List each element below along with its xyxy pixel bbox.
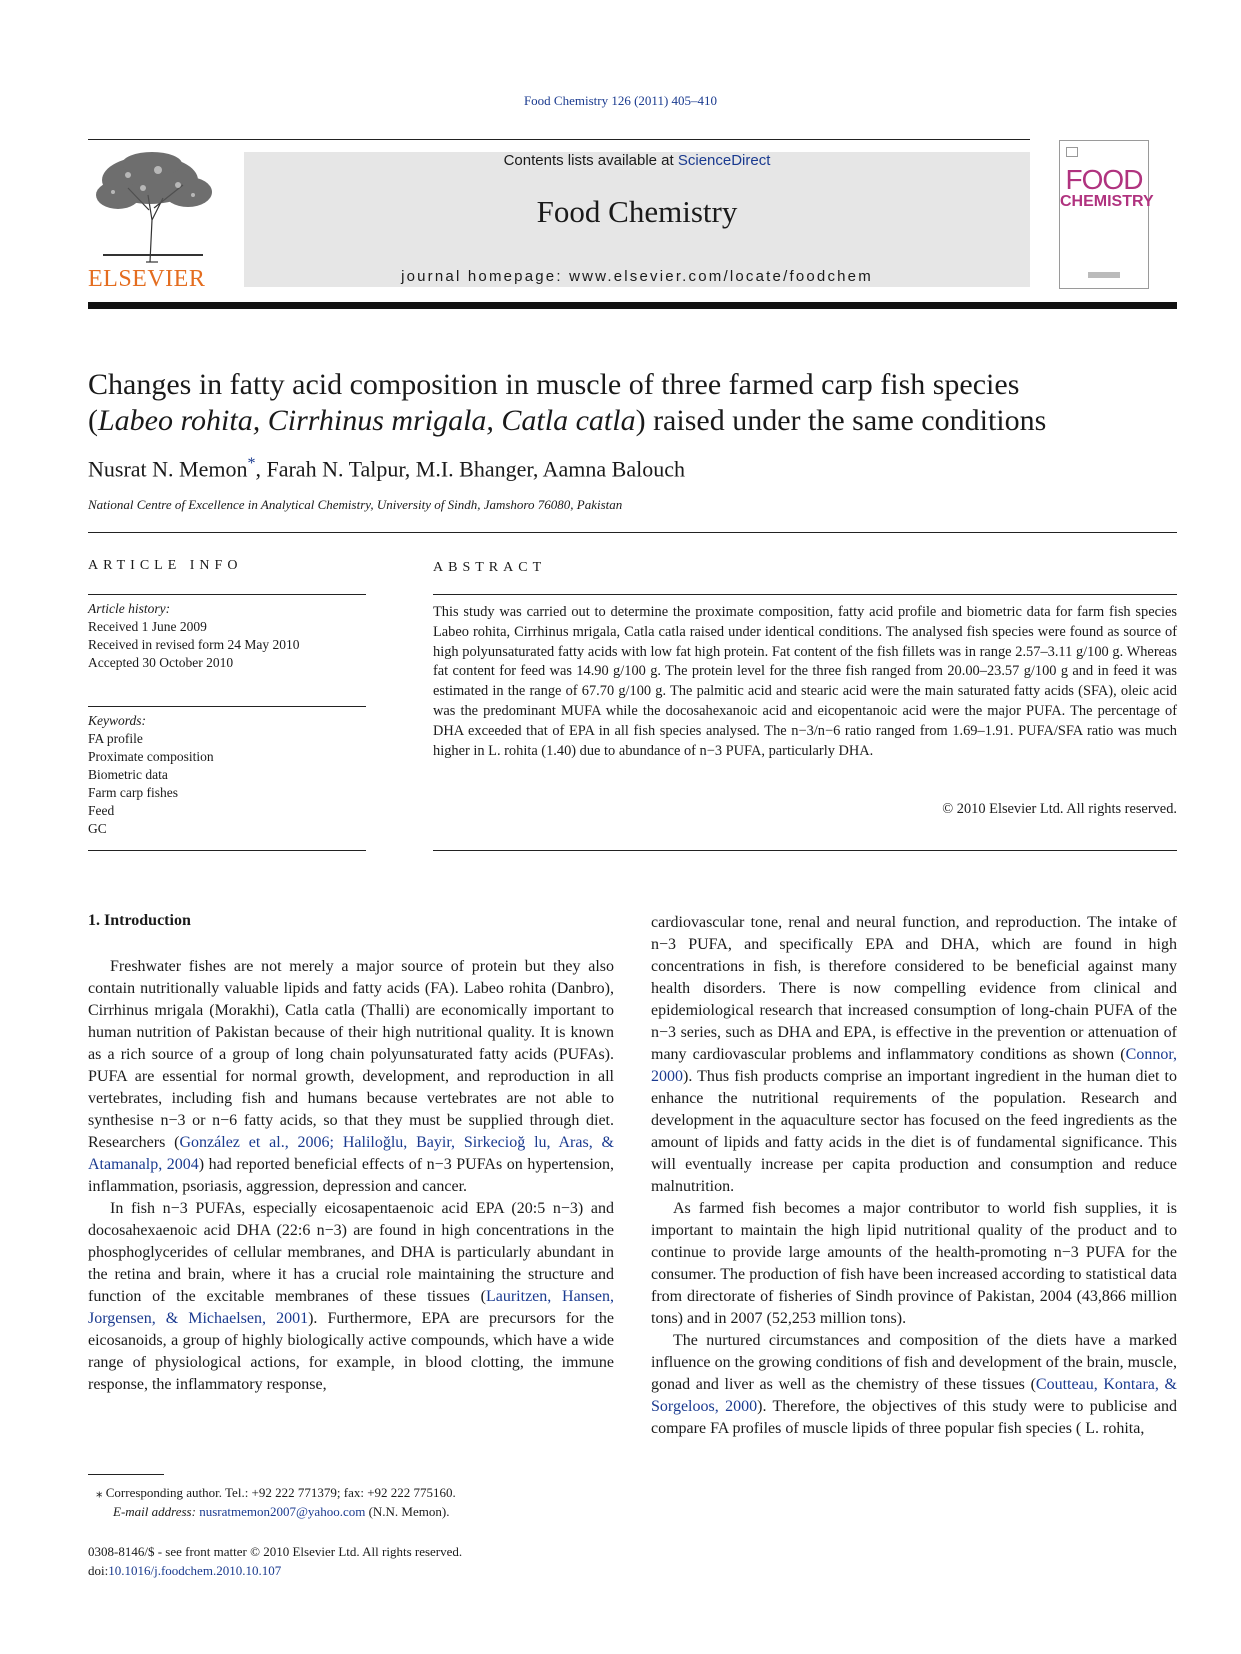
cover-footer-mark [1088, 272, 1120, 278]
title-line2-rest: ) raised under the same conditions [635, 404, 1047, 437]
keyword: GC [88, 821, 107, 836]
journal-homepage[interactable]: journal homepage: www.elsevier.com/locate/foodchem [401, 268, 873, 285]
journal-banner [244, 152, 1030, 287]
paragraph-text: ). Thus fish products comprise an important ingredient in the human diet to enhance the nutritional requirements of the population. Research and development in the aquaculture sector has focused on the feed ingredients as the amount of lipids and fatty acids in the diet is of fundamental significance. This will eventually increase per capita production and consumption and reduce malnutrition. [651, 1068, 1177, 1195]
abstract-rule [433, 594, 1177, 595]
cover-title-line1: FOOD [1065, 164, 1143, 195]
abstract-copyright: © 2010 Elsevier Ltd. All rights reserved. [942, 801, 1177, 817]
history-revised: Received in revised form 24 May 2010 [88, 637, 300, 652]
keywords-rule [88, 706, 366, 707]
paragraph-text: ). Therefore, the objectives of this study were to publicise and compare FA profiles of muscle lipids of three popular fish species ( L. rohita, [651, 1398, 1178, 1437]
abstract-text: This study was carried out to determine the proximate composition, fatty acid profile and biometric data for farm fish species Labeo rohita, Cirrhinus mrigala, Catla catla raised under identical conditions. The analysed fish species were found as source of high polyunsaturated fatty acids with low fat high protein. Fat content of the fish fillets was in range 2.57–3.11 g/100 g. Whereas fat content for feed was 14.90 g/100 g. The protein level for the three fish ranged from 20.00–23.57 g/100 g and in feed it was estimated in the range of 67.70 g/100 g. The palmitic acid and stearic acid were the main saturated fatty acids (SFA), oleic acid was the predominant MUFA while the docosahexanoic acid and eicopentanoic acid were the major PUFA. The percentage of DHA exceeded that of EPA in all fish species analysed. The n−3/n−6 ratio ranged from 1.69–1.91. PUFA/SFA ratio was much higher in L. rohita (1.40) due to abundance of n−3 PUFA, particularly DHA. [433, 604, 1177, 759]
sciencedirect-link[interactable]: ScienceDirect [677, 152, 771, 169]
header-thick-rule [88, 302, 1177, 309]
keywords-label: Keywords: [88, 713, 146, 728]
paragraph-text: In fish n−3 PUFAs, especially eicosapentaenoic acid EPA (20:5 n−3) and docosahexaenoic acid DHA (22:6 n−3) are found in high concentrations in the phosphoglycerides of cellular membranes, and DHA is particularly abundant in the retina and brain, where it has a crucial role maintaining the structure and function of the excitable membranes of these tissues ( [88, 1200, 614, 1305]
footnote-rule [88, 1474, 164, 1475]
corresponding-mark[interactable]: * [247, 455, 256, 472]
issn-line: 0308-8146/$ - see front matter © 2010 Elsevier Ltd. All rights reserved. [88, 1544, 463, 1559]
paragraph-text: ) had reported beneficial effects of n−3 PUFAs on hypertension, inflammation, psoriasis, aggression, depression and cancer. [88, 1156, 614, 1195]
paragraph [88, 956, 614, 1198]
header-rule [88, 139, 1030, 140]
paragraph-text: cardiovascular tone, renal and neural function, and reproduction. The intake of n−3 PUFA, and specifically EPA and DHA, which are found in high concentrations in fish, is therefore considered to be beneficial against many health disorders. There is now compelling evidence from clinical and epidemiological research that increased consumption of long-chain PUFA of the n−3 series, such as DHA and EPA, is effective in the prevention or attenuation of many cardiovascular problems and inflammatory conditions as shown ( [651, 914, 1177, 1063]
section-heading: 1. Introduction [88, 912, 191, 929]
footnote-corresponding [96, 1483, 456, 1521]
email-suffix: (N.N. Memon). [365, 1504, 450, 1519]
email-link[interactable]: nusratmemon2007@yahoo.com [199, 1504, 366, 1519]
authors [88, 455, 685, 482]
paragraph-text: Freshwater fishes are not merely a major source of protein but they also contain nutritionally valuable lipids and fatty acids (FA). Labeo rohita (Danbro), Cirrhinus mrigala (Morakhi), Catla catla (Thalli) are economically important to human nutrition of Pakistan because of their high nutritional quality. It is known as a rich source of a group of long chain polyunsaturated fatty acids (PUFAs). PUFA are essential for normal growth, development, and reproduction in all vertebrates, including fish and humans because vertebrates are not able to synthesise n−3 or n−6 fatty acids, so that they must be supplied through diet. Researchers ( [88, 958, 614, 1151]
info-rule [88, 594, 366, 595]
keyword: FA profile [88, 731, 143, 746]
citation-link[interactable]: González et al., 2006; Haliloğlu, Bayir, Sirkecioğ lu, Aras, & Atamanalp, 2004 [88, 1134, 615, 1173]
other-authors: , Farah N. Talpur, M.I. Bhanger, Aamna Balouch [255, 456, 685, 482]
title-line1: Changes in fatty acid composition in muscle of three farmed carp fish species [88, 368, 1020, 401]
history-accepted: Accepted 30 October 2010 [88, 655, 234, 670]
abstract-bottom-rule [433, 850, 1177, 851]
citation-link[interactable]: Connor, 2000 [651, 1046, 1177, 1085]
paragraph [651, 1330, 1177, 1440]
keyword: Biometric data [88, 767, 168, 782]
paragraph: As farmed fish becomes a major contributor to world fish supplies, it is important to maintain the high lipid nutritional quality of the product and to continue to provide large amounts of the health-promoting n−3 PUFA for the consumer. The production of fish have been increased according to statistical data from directorate of fisheries of Sindh province of Pakistan, 2004 (43,866 million tons) and in 2007 (52,253 million tons). [651, 1200, 1177, 1327]
doi-label: doi: [88, 1563, 109, 1578]
email-line [96, 1502, 456, 1521]
email-label: E-mail address: [113, 1504, 200, 1519]
title-paren: ( [88, 404, 98, 437]
right-column [651, 912, 1177, 1440]
title-species: Labeo rohita, Cirrhinus mrigala, Catla catla [98, 404, 636, 437]
abstract-heading: ABSTRACT [433, 560, 547, 575]
contents-prefix: Contents lists available at [503, 152, 678, 169]
cover-title-line2: CHEMISTRY [1060, 193, 1154, 210]
doi-line [88, 1561, 462, 1580]
history-received: Received 1 June 2009 [88, 619, 207, 634]
publisher-wordmark: ELSEVIER [88, 266, 206, 292]
issn-block [88, 1542, 462, 1580]
contents-line [244, 152, 1030, 169]
left-column [88, 956, 614, 1396]
info-bottom-rule [88, 850, 366, 851]
author-name: Nusrat N. Memon [88, 456, 248, 482]
cover-emblem [1066, 147, 1078, 157]
affiliation: National Centre of Excellence in Analytical Chemistry, University of Sindh, Jamshoro 76080, Pakistan [88, 497, 623, 512]
keyword: Feed [88, 803, 115, 818]
article-title [88, 367, 1168, 439]
article-history [88, 600, 299, 672]
keyword: Farm carp fishes [88, 785, 178, 800]
paragraph [651, 912, 1177, 1198]
corresponding-author-note: ⁎ Corresponding author. Tel.: +92 222 771379; fax: +92 222 775160. [96, 1485, 456, 1500]
title-line2 [88, 403, 1168, 439]
keyword: Proximate composition [88, 749, 214, 764]
history-label: Article history: [88, 601, 171, 616]
citation-link[interactable]: Lauritzen, Hansen, Jorgensen, & Michaelsen, 2001 [88, 1288, 615, 1327]
paragraph-text: ). Furthermore, EPA are precursors for the eicosanoids, a group of highly biologically active compounds, which have a wide range of physiological actions, for example, in blood clotting, the immune response, the inflammatory response, [88, 1310, 614, 1393]
doi-link[interactable]: 10.1016/j.foodchem.2010.10.107 [108, 1563, 282, 1578]
keywords-block [88, 712, 214, 838]
journal-citation[interactable]: Food Chemistry 126 (2011) 405–410 [523, 93, 718, 108]
elsevier-tree-logo [88, 150, 218, 265]
journal-title: Food Chemistry [536, 194, 738, 229]
citation-link[interactable]: Coutteau, Kontara, & Sorgeloos, 2000 [651, 1376, 1177, 1415]
journal-cover [1059, 140, 1154, 289]
paragraph-text: The nurtured circumstances and composition of the diets have a marked influence on the growing conditions of fish and development of the brain, muscle, gonad and liver as well as the chemistry of these tissues ( [651, 1332, 1177, 1393]
article-info-heading: ARTICLE INFO [88, 558, 243, 573]
paragraph [88, 1198, 614, 1396]
title-rule [88, 532, 1177, 533]
